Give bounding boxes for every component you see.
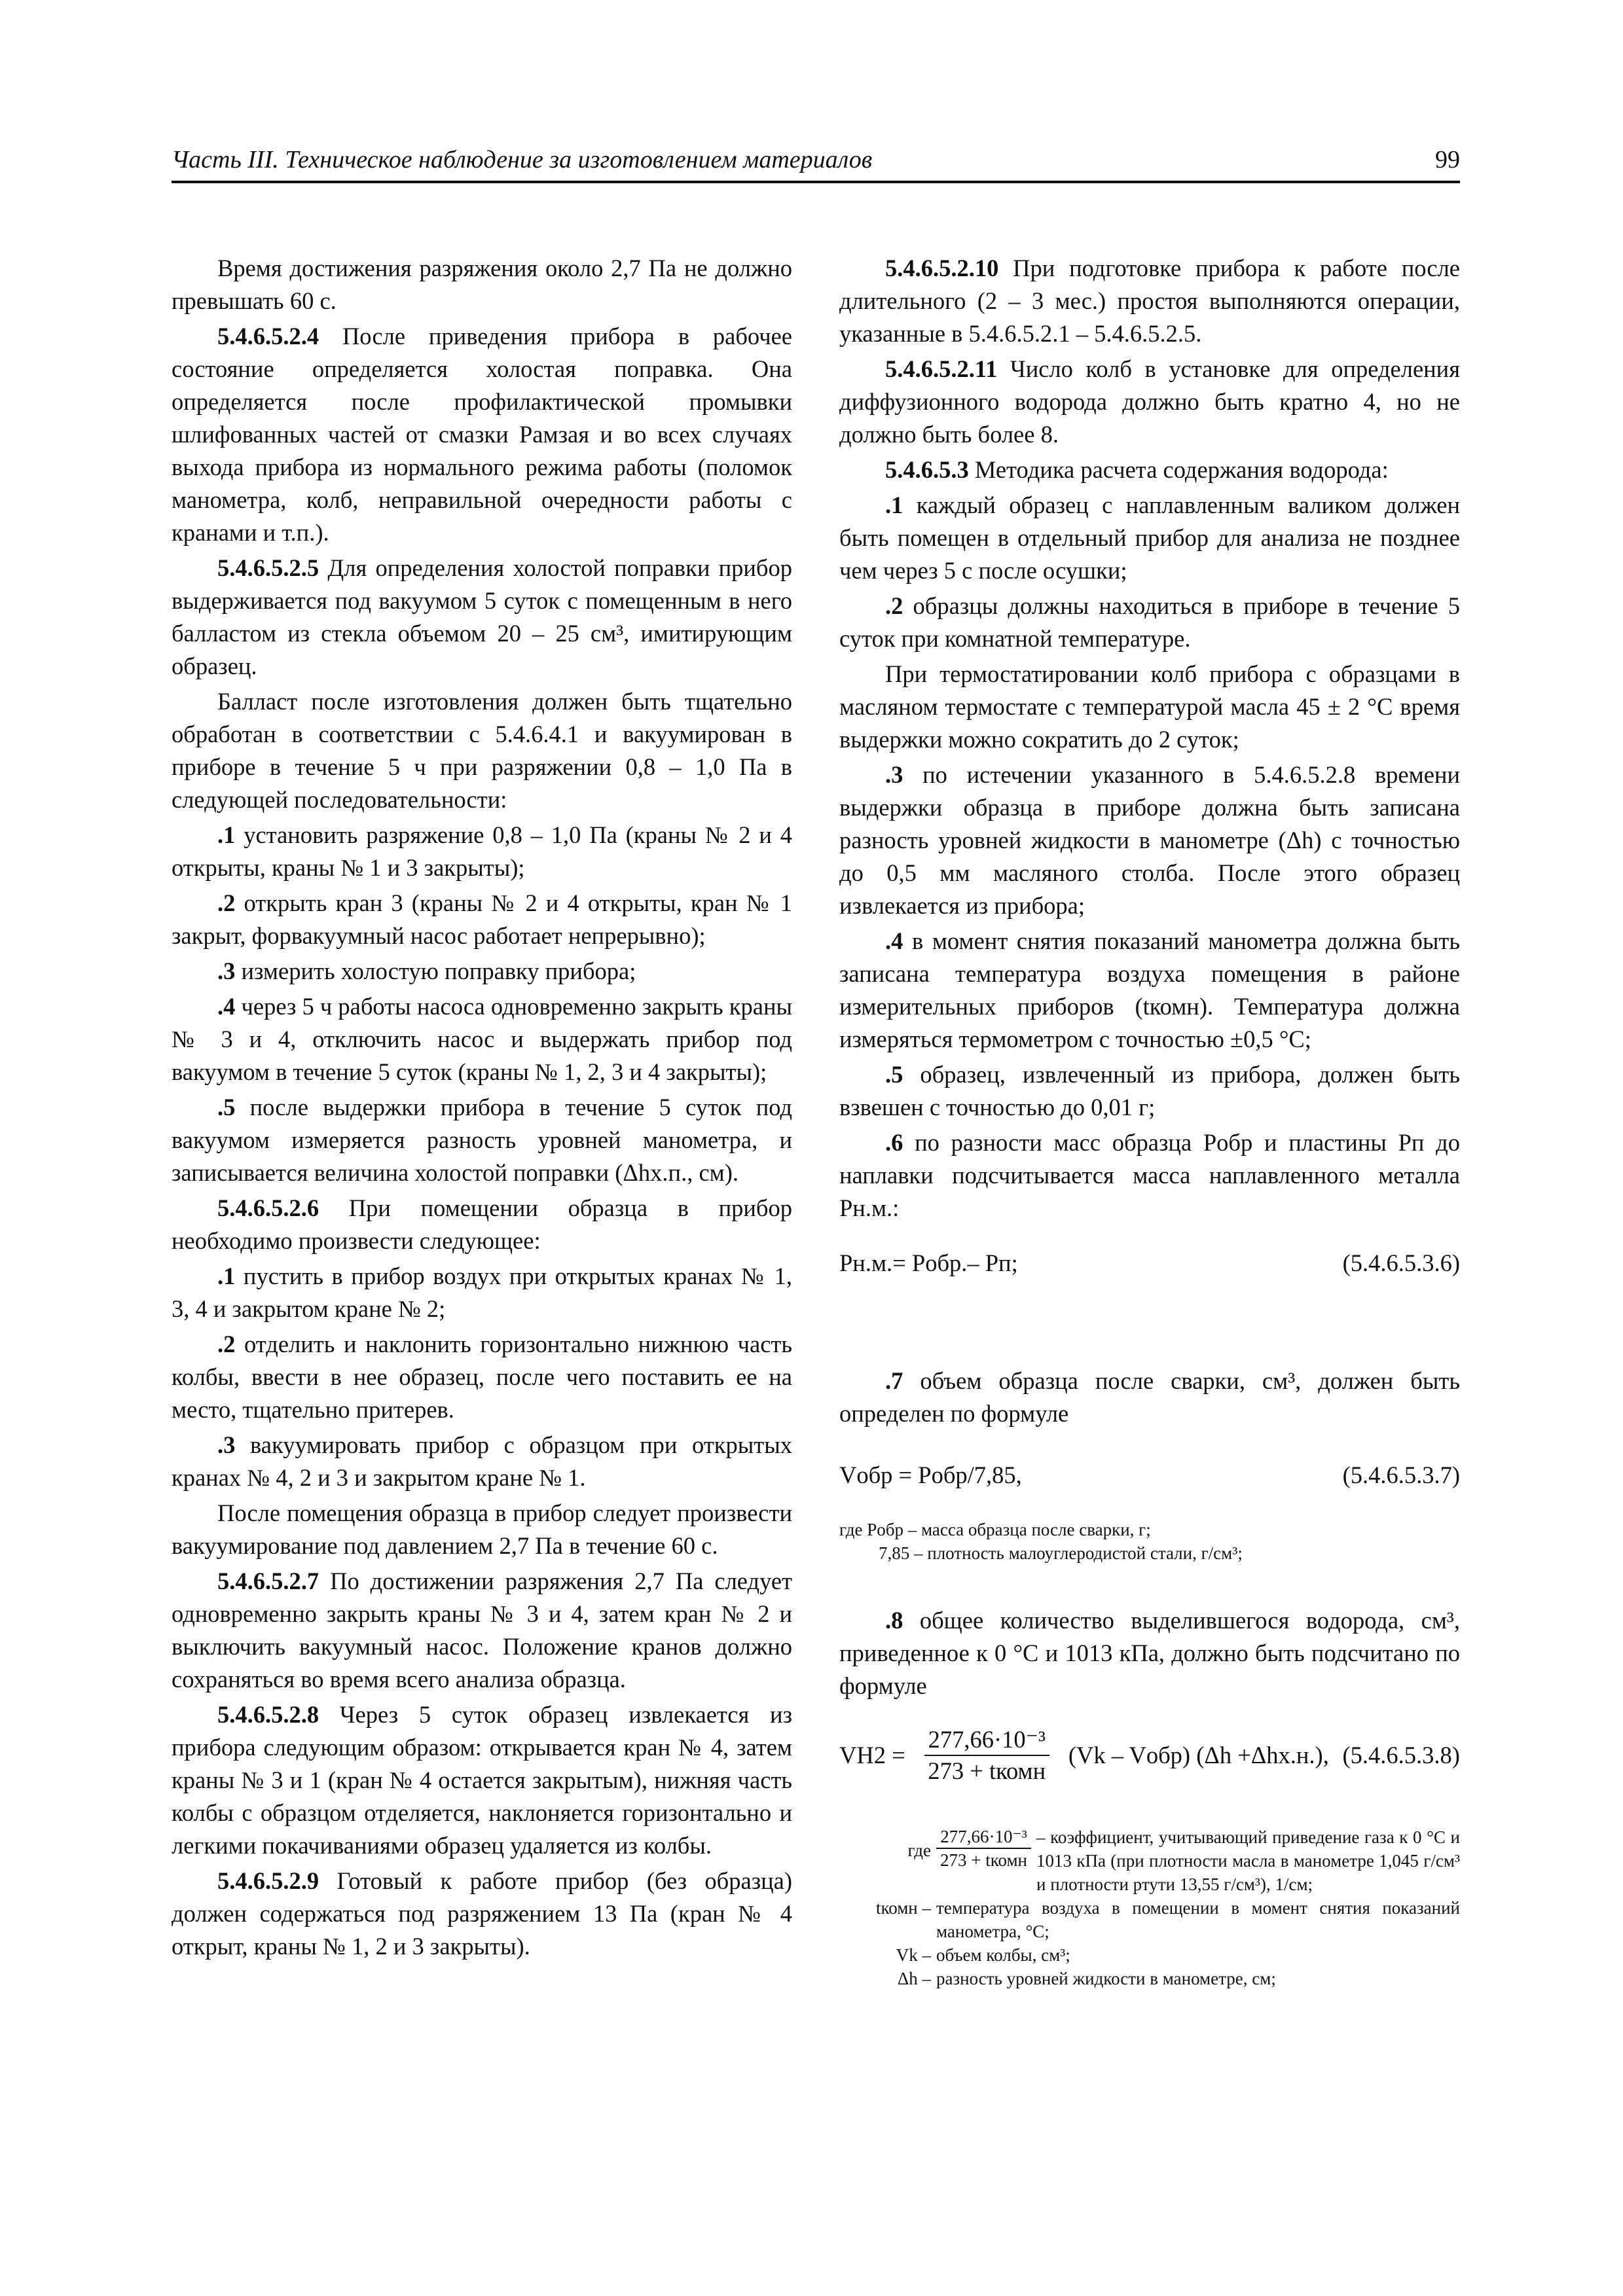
legend-symbol: Vk – [896,1945,931,1965]
list-item [839,1604,1460,1702]
legend-where: где [907,1840,931,1860]
paragraph-text: Для определения холостой поправки прибор выдерживается под вакуумом 5 суток с помещенным в него балластом из стекла объемом 20 – 25 см³, имитирующим образец. [172,554,792,679]
formula-5-4-6-5-3-6 [839,1247,1460,1280]
legend-fraction [936,1825,1031,1871]
page-number: 99 [1435,146,1460,173]
fraction-numerator: 277,66·10⁻³ [924,1725,1049,1756]
paragraph [839,454,1460,486]
item-number: .3 [885,761,903,788]
paragraph-text: При подготовке прибора к работе после длительного (2 – 3 мес.) простоя выполняются операции, указанные в 5.4.6.5.2.1 – 5.4.6.5.2.5. [839,255,1460,347]
note-line: 7,85 – плотность малоуглеродистой стали, г/см³; [879,1543,1243,1563]
paragraph [172,1192,792,1257]
formula-legend [839,1825,1460,1990]
legend-coefficient [839,1825,1460,1896]
item-text: каждый образец с наплавленным валиком должен быть помещен в отдельный прибор для анализа не позднее чем через 5 с после осушки; [839,492,1460,584]
list-item [172,1429,792,1494]
paragraph [172,1865,792,1963]
item-text: вакуумировать прибор с образцом при открытых кранах № 4, 2 и 3 и закрытом кране № 1. [172,1431,792,1491]
paragraph-text: Через 5 суток образец извлекается из прибора следующим образом: открывается кран № 4, затем краны № 3 и 1 (кран № 4 остается закрытым), нижняя часть колбы с образцом отделяется, наклоняется горизонтально и легкими покачиваниями образец удаляется из колбы. [172,1701,792,1859]
fraction-numerator: 277,66·10⁻³ [936,1825,1031,1849]
list-item [172,819,792,884]
item-text: в момент снятия показаний манометра должна быть записана температура воздуха помещения в районе измерительных приборов (tкомн). Температура должна измеряться термометром с точностью ±0,5 °С; [839,927,1460,1052]
formula-5-4-6-5-3-8 [839,1725,1460,1786]
list-item [172,887,792,952]
formula-number: (5.4.6.5.3.7) [1342,1462,1460,1488]
item-number: .7 [885,1367,903,1394]
paragraph-text: По достижении разряжения 2,7 Па следует одновременно закрыть краны № 3 и 4, затем кран № 2 и выключить вакуумный насос. Положение кранов должно сохраняться во время всего анализа образца. [172,1568,792,1693]
list-item [172,990,792,1088]
legend-text: – коэффициент, учитывающий приведение газа к 0 °С и 1013 кПа (при плотности масла в манометре 1,045 г/см³ и плотности ртути 13,55 г/см³), 1/см; [1036,1827,1460,1894]
item-text: по истечении указанного в 5.4.6.5.2.8 времени выдержки образца в приборе должна быть записана разность уровней жидкости в манометре (Δh) с точностью до 0,5 мм масляного столба. После этого образец извлекается из прибора; [839,761,1460,919]
legend-row [839,1896,1460,1943]
formula-notes [839,1518,1460,1565]
paragraph-text: Методика расчета содержания водорода: [968,456,1389,483]
clause-number: 5.4.6.5.2.6 [217,1194,319,1221]
list-item [839,925,1460,1056]
page-header [172,144,1460,183]
item-number: .1 [217,821,236,848]
list-item [839,1126,1460,1225]
item-number: .2 [217,889,236,916]
legend-text: температура воздуха в помещении в момент снятия показаний манометра, °С; [936,1898,1460,1941]
item-number: .1 [217,1263,236,1289]
formula-lhs: VH2 = [839,1742,905,1768]
item-text: пустить в прибор воздух при открытых кранах № 1, 3, 4 и закрытом кране № 2; [172,1263,792,1322]
legend-symbol: Δh – [897,1969,931,1988]
item-number: .3 [217,958,236,984]
legend-text: разность уровней жидкости в манометре, см; [936,1969,1276,1988]
formula-number: (5.4.6.5.3.6) [1342,1249,1460,1276]
item-text: образцы должны находиться в приборе в течение 5 суток при комнатной температуре. [839,592,1460,652]
paragraph [172,1698,792,1862]
item-text: образец, извлеченный из прибора, должен быть взвешен с точностью до 0,01 г; [839,1061,1460,1121]
legend-symbol: tкомн – [875,1898,931,1918]
item-text: общее количество выделившегося водорода, см³, приведенное к 0 °С и 1013 кПа, должно быть подсчитано по формуле [839,1607,1460,1699]
legend-text: объем колбы, см³; [936,1945,1070,1965]
item-text: установить разряжение 0,8 – 1,0 Па (краны № 2 и 4 открыты, краны № 1 и 3 закрыты); [172,821,792,881]
right-column [839,252,1460,1990]
item-text: открыть кран 3 (краны № 2 и 4 открыты, кран № 1 закрыт, форвакуумный насос работает непрерывно); [172,889,792,949]
list-item [172,955,792,988]
left-column [172,252,792,1965]
list-item [839,759,1460,922]
item-text: через 5 ч работы насоса одновременно закрыть краны № 3 и 4, отключить насос и выдержать прибор под вакуумом в течение 5 суток (краны № 1, 2, 3 и 4 закрыты); [172,993,792,1085]
formula-rhs: (Vk – Vобр) (Δh +Δhх.н.), [1068,1742,1329,1768]
item-text: измерить холостую поправку прибора; [235,958,636,984]
formula-number: (5.4.6.5.3.8) [1342,1742,1460,1768]
clause-number: 5.4.6.5.2.5 [217,554,319,581]
item-number: .2 [217,1331,236,1357]
item-number: .6 [885,1129,903,1156]
fraction-denominator: 273 + tкомн [928,1757,1046,1784]
paragraph-text: При помещении образца в прибор необходимо произвести следующее: [172,1194,792,1254]
running-title: Часть III. Техническое наблюдение за изготовлением материалов [172,146,873,173]
item-text: по разности масс образца Pобр и пластины Pп до наплавки подсчитывается масса наплавленного металла Pн.м.: [839,1129,1460,1221]
clause-number: 5.4.6.5.2.11 [885,355,998,382]
clause-number: 5.4.6.5.2.10 [885,255,999,281]
paragraph [839,353,1460,451]
list-item [172,1328,792,1426]
paragraph-text: Готовый к работе прибор (без образца) должен содержаться под разряжением 13 Па (кран № 4 открыт, краны № 1, 2 и 3 закрыты). [172,1867,792,1960]
paragraph [172,552,792,683]
clause-number: 5.4.6.5.2.8 [217,1701,319,1728]
paragraph [172,1565,792,1696]
clause-number: 5.4.6.5.2.7 [217,1568,319,1594]
legend-row [839,1967,1460,1990]
note-line: где Pобр – масса образца после сварки, г; [839,1520,1151,1539]
clause-number: 5.4.6.5.3 [885,456,969,483]
paragraph-text: После приведения прибора в рабочее состояние определяется холостая поправка. Она определяется после профилактической промывки шлифованных частей от смазки Рамзая и во всех случаях выхода прибора из нормального режима работы (поломок манометра, колб, неправильной очередности работы с кранами и т.п.). [172,323,792,546]
item-number: .4 [217,993,236,1020]
list-item [839,590,1460,655]
paragraph: Время достижения разряжения около 2,7 Па не должно превышать 60 с. [172,255,792,314]
list-item [839,1058,1460,1124]
formula-expression: Vобр = Pобр/7,85, [839,1462,1022,1488]
paragraph: Балласт после изготовления должен быть тщательно обработан в соответствии с 5.4.6.4.1 и вакуумирован в приборе в течение 5 ч при разряжении 0,8 – 1,0 Па в следующей последовательности: [172,688,792,813]
formula-fraction [924,1725,1049,1786]
paragraph: При термостатировании колб прибора с образцами в масляном термостате с температурой масла 45 ± 2 °С время выдержки можно сократить до 2 суток; [839,660,1460,753]
legend-row [839,1943,1460,1967]
paragraph: После помещения образца в прибор следует произвести вакуумирование под давлением 2,7 Па в течение 60 с. [172,1499,792,1559]
item-text: объем образца после сварки, см³, должен быть определен по формуле [839,1367,1460,1427]
list-item [839,1365,1460,1430]
list-item [172,1260,792,1325]
paragraph [839,252,1460,350]
formula-expression: Pн.м.= Pобр.– Pп; [839,1249,1018,1276]
item-number: .2 [885,592,903,619]
item-number: .1 [885,492,903,518]
item-number: .5 [885,1061,903,1088]
item-number: .8 [885,1607,903,1634]
item-text: после выдержки прибора в течение 5 суток под вакуумом измеряется разность уровней манометра, и записывается величина холостой поправки (Δhх.п., см). [172,1094,792,1186]
item-number: .5 [217,1094,236,1121]
list-item [172,1091,792,1189]
paragraph [172,320,792,549]
clause-number: 5.4.6.5.2.4 [217,323,319,350]
formula-5-4-6-5-3-7 [839,1459,1460,1492]
item-number: .4 [885,927,903,954]
list-item [839,489,1460,587]
clause-number: 5.4.6.5.2.9 [217,1867,319,1894]
item-text: отделить и наклонить горизонтально нижнюю часть колбы, ввести в нее образец, после чего поставить ее на место, тщательно притерев. [172,1331,792,1423]
fraction-denominator: 273 + tкомн [940,1850,1027,1870]
paragraph-text: Число колб в установке для определения диффузионного водорода должно быть кратно 4, но не должно быть более 8. [839,355,1460,448]
item-number: .3 [217,1431,236,1458]
